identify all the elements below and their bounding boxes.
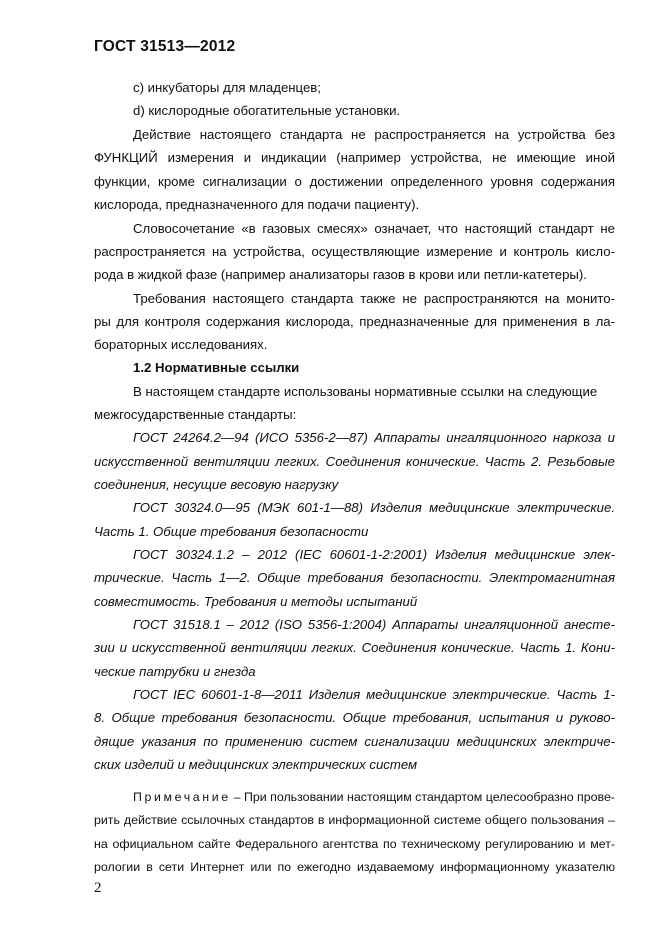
reference-line: искусственной вентиляции легких. Соединения конические. Часть 2. Резьбовые (94, 454, 615, 469)
paragraph-2-line: рода в жидкой фазе (например анализаторы газов в крови или петли-катетеры). (94, 267, 587, 282)
paragraph-2-line: распространяется на устройства, осуществляющие измерение и контроль кисло- (94, 244, 615, 259)
reference-line: ГОСТ 31518.1 – 2012 (ISO 5356-1:2004) Аппараты ингаляционной анесте- (133, 617, 615, 632)
reference-line: ских изделий и медицинских электрических систем (94, 757, 418, 772)
reference-line: ГОСТ IEC 60601-1-8—2011 Изделия медицинские электрические. Часть 1- (133, 687, 615, 702)
reference-line: 8. Общие требования безопасности. Общие требования, испытания и руково- (94, 710, 615, 725)
paragraph-4-line: межгосударственные стандарты: (94, 407, 297, 422)
paragraph-3-line: ры для контроля содержания кислорода, предназначенные для применения в ла- (94, 314, 615, 329)
reference-line: зии и искусственной вентиляции легких. Соединения конические. Часть 1. Кони- (94, 640, 615, 655)
note-line: на официальном сайте Федерального агентства по техническому регулированию и мет- (94, 837, 615, 851)
note-line: рить действие ссылочных стандартов в информационной системе общего пользования – (94, 813, 615, 827)
note-label: Примечание (133, 790, 231, 804)
reference-line: соединения, несущие весовую нагрузку (94, 477, 339, 492)
page-number: 2 (94, 880, 102, 896)
reference-line: дящие указания по применению систем сигнализации медицинских электриче- (94, 734, 615, 749)
paragraph-3-line: Требования настоящего стандарта также не распространяются на монито- (133, 291, 615, 306)
reference-line: ческие патрубки и гнезда (94, 664, 256, 679)
section-title: 1.2 Нормативные ссылки (133, 360, 300, 375)
paragraph-2-line: Словосочетание «в газовых смесях» означает, что настоящий стандарт не (133, 221, 615, 236)
reference-line: трические. Часть 1—2. Общие требования безопасности. Электромагнитная (94, 570, 615, 585)
paragraph-4-line: В настоящем стандарте использованы нормативные ссылки на следующие (133, 384, 598, 399)
reference-line: ГОСТ 24264.2—94 (ИСО 5356-2—87) Аппараты ингаляционного наркоза и (133, 430, 615, 445)
paragraph-3-line: бораторных исследованиях. (94, 337, 268, 352)
reference-line: ГОСТ 30324.0—95 (МЭК 601-1—88) Изделия медицинские электрические. (133, 500, 615, 515)
paragraph-1-line: кислорода, предназначенного для подачи пациенту). (94, 197, 420, 212)
reference-line: совместимость. Требования и методы испытаний (94, 594, 418, 609)
note-first-line (133, 789, 615, 805)
paragraph-1-line: Действие настоящего стандарта не распространяется на устройства без (133, 127, 615, 142)
note-line: – При пользовании настоящим стандартом целесообразно прове- (233, 790, 615, 804)
paragraph-1-line: ФУНКЦИЙ измерения и индикации (например устройства, не имеющие иной (94, 150, 615, 165)
list-item-d: d) кислородные обогатительные установки. (133, 103, 401, 118)
reference-line: ГОСТ 30324.1.2 – 2012 (IEC 60601-1-2:2001) Изделия медицинские элек- (133, 547, 615, 562)
page-header: ГОСТ 31513—2012 (94, 38, 236, 55)
paragraph-1-line: функции, кроме сигнализации о достижении определенного уровня содержания (94, 174, 615, 189)
list-item-c: с) инкубаторы для младенцев; (133, 80, 321, 95)
reference-line: Часть 1. Общие требования безопасности (94, 524, 369, 539)
note-line: рологии в сети Интернет или по ежегодно издаваемому информационному указателю (94, 860, 615, 874)
